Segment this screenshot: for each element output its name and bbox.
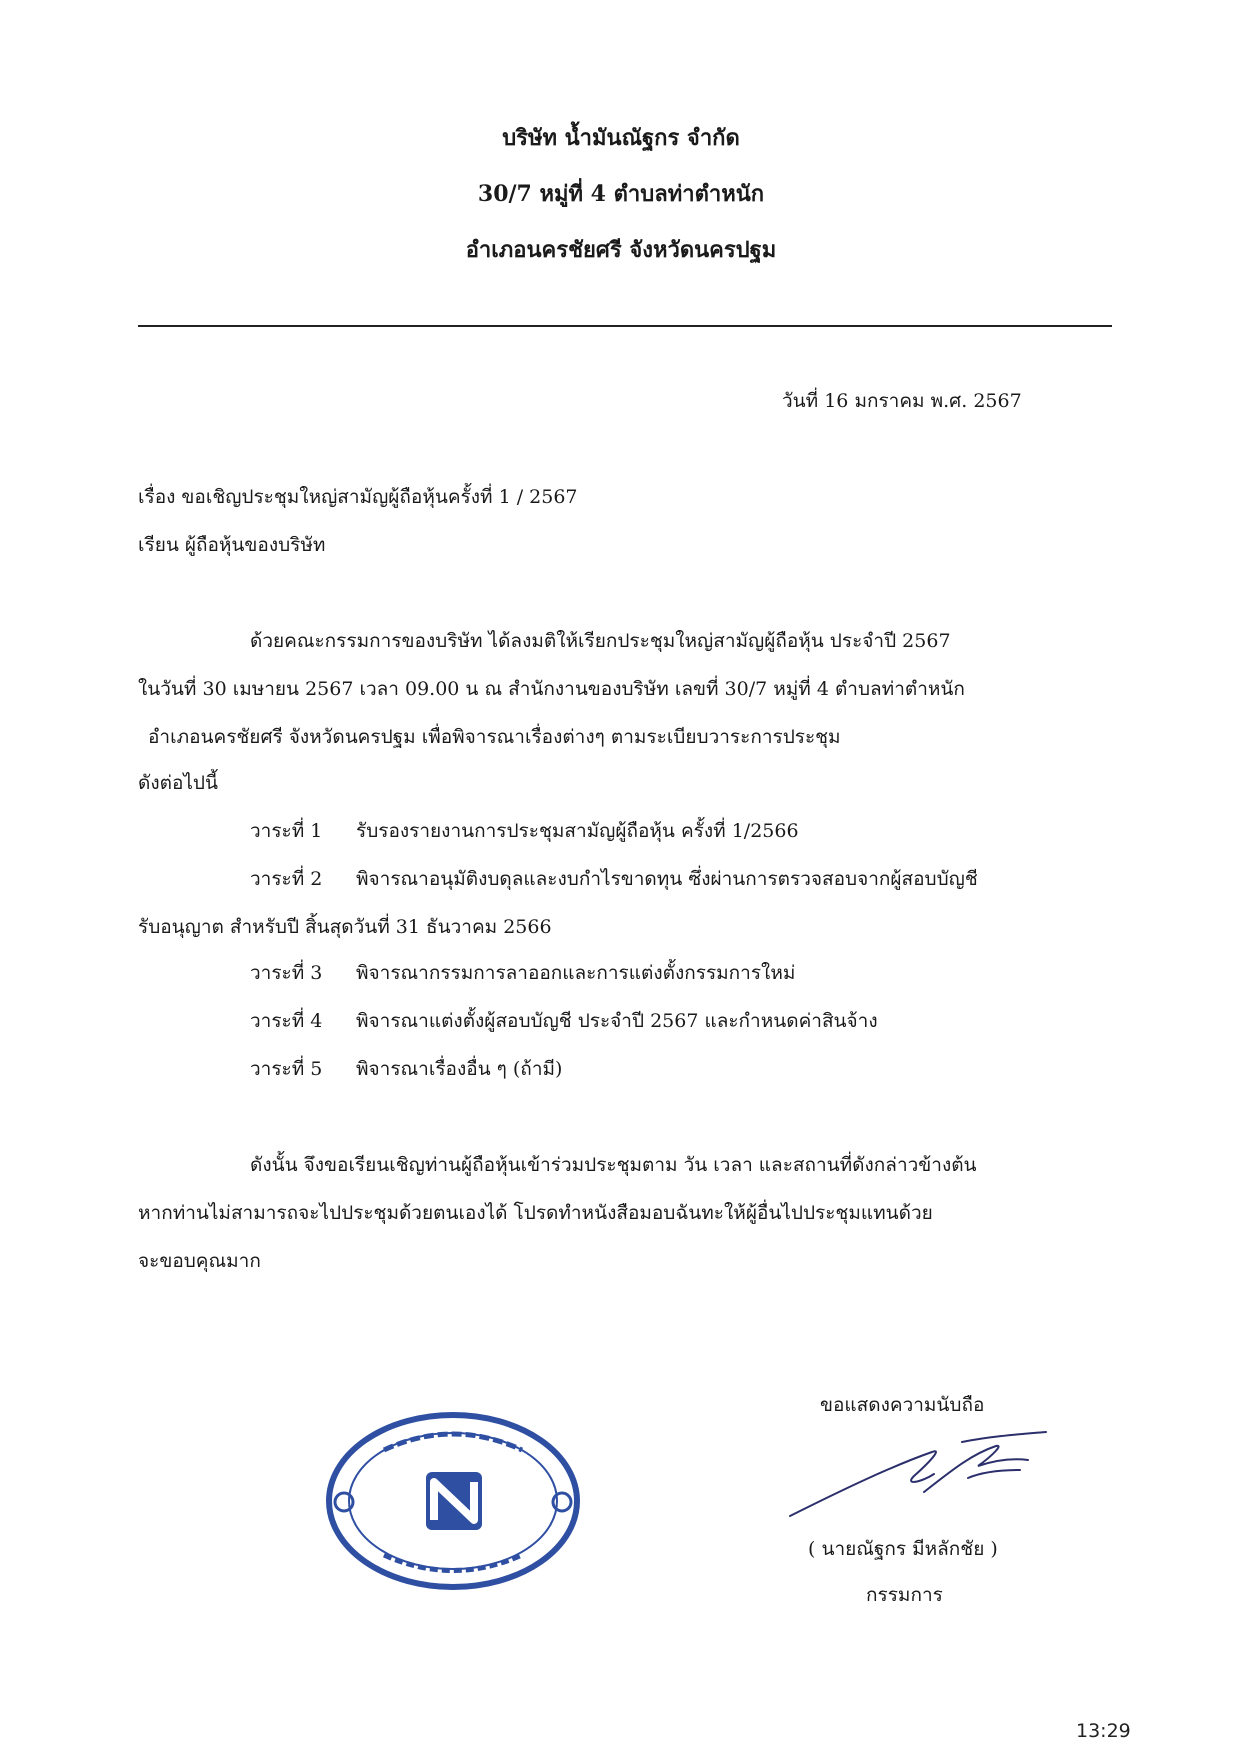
page-number: 13:29 <box>1076 1720 1131 1742</box>
signature <box>782 1430 1052 1520</box>
letter-recipient: เรียน ผู้ถือหุ้นของบริษัท <box>138 534 326 556</box>
agenda-text: รับรองรายงานการประชุมสามัญผู้ถือหุ้น ครั้งที่ 1/2566 <box>356 820 799 842</box>
header-divider <box>138 325 1112 327</box>
company-name: บริษัท น้ำมันณัฐกร จำกัด <box>502 125 740 151</box>
agenda-text: พิจารณาเรื่องอื่น ๆ (ถ้ามี) <box>356 1058 563 1080</box>
agenda-text: พิจารณาแต่งตั้งผู้สอบบัญชี ประจำปี 2567 และกำหนดค่าสินจ้าง <box>356 1010 878 1032</box>
intro-line-2: ในวันที่ 30 เมษายน 2567 เวลา 09.00 น ณ สำนักงานของบริษัท เลขที่ 30/7 หมู่ที่ 4 ตำบลท่าตำหนัก <box>138 678 965 700</box>
address-line-1: 30/7 หมู่ที่ 4 ตำบลท่าตำหนัก <box>477 181 765 207</box>
agenda-label: วาระที่ 5 <box>250 1058 323 1080</box>
closing-line-3: จะขอบคุณมาก <box>138 1250 261 1272</box>
agenda-text: พิจารณากรรมการลาออกและการแต่งตั้งกรรมการใหม่ <box>356 962 796 984</box>
letter-subject: เรื่อง ขอเชิญประชุมใหญ่สามัญผู้ถือหุ้นครั้งที่ 1 / 2567 <box>138 486 578 508</box>
closing-line-1: ดังนั้น จึงขอเรียนเชิญท่านผู้ถือหุ้นเข้าร่วมประชุมตาม วัน เวลา และสถานที่ดังกล่าวข้างต้น <box>250 1154 977 1176</box>
signatory-title: กรรมการ <box>866 1584 943 1606</box>
intro-line-1: ด้วยคณะกรรมการของบริษัท ได้ลงมติให้เรียกประชุมใหญ่สามัญผู้ถือหุ้น ประจำปี 2567 <box>250 630 951 652</box>
signatory-name: ( นายณัฐกร มีหลักชัย ) <box>808 1538 998 1560</box>
address-line-2: อำเภอนครชัยศรี จังหวัดนครปฐม <box>465 237 777 263</box>
closing-line-2: หากท่านไม่สามารถจะไปประชุมด้วยตนเองได้ โปรดทำหนังสือมอบฉันทะให้ผู้อื่นไปประชุมแทนด้วย <box>138 1202 933 1224</box>
letter-date: วันที่ 16 มกราคม พ.ศ. 2567 <box>782 390 1022 412</box>
company-seal-stamp <box>324 1410 582 1592</box>
agenda-text-continuation: รับอนุญาต สำหรับปี สิ้นสุดวันที่ 31 ธันวาคม 2566 <box>138 916 552 938</box>
agenda-label: วาระที่ 1 <box>250 820 323 842</box>
agenda-label: วาระที่ 2 <box>250 868 323 890</box>
agenda-label: วาระที่ 4 <box>250 1010 323 1032</box>
agenda-text: พิจารณาอนุมัติงบดุลและงบกำไรขาดทุน ซึ่งผ่านการตรวจสอบจากผู้สอบบัญชี <box>356 868 978 890</box>
agenda-label: วาระที่ 3 <box>250 962 323 984</box>
regards-text: ขอแสดงความนับถือ <box>820 1394 985 1416</box>
intro-line-4: ดังต่อไปนี้ <box>138 772 218 794</box>
intro-line-3: อำเภอนครชัยศรี จังหวัดนครปฐม เพื่อพิจารณาเรื่องต่างๆ ตามระเบียบวาระการประชุม <box>148 726 841 748</box>
